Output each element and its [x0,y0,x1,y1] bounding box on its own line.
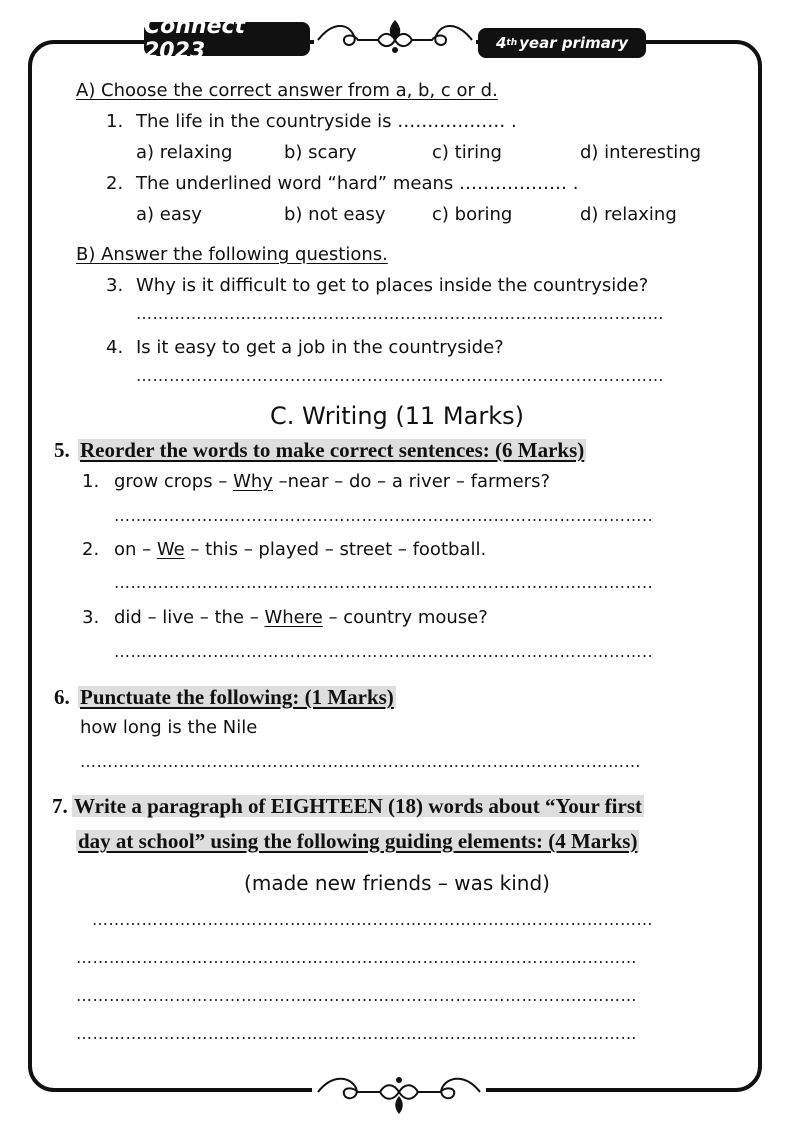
grade-badge [478,28,646,58]
q7-answer-line-4[interactable]: ………………………………………………………………………………………… [76,1024,637,1043]
header-title: Connect 2023 [144,14,246,64]
q3-text: Why is it difficult to get to places inside the countryside? [136,275,649,296]
q5-item3-text: did – live – the – Where – country mouse? [114,607,488,628]
q4-answer-line[interactable]: …………………………………………………………………………………… [136,366,664,385]
q6-number: 6. [54,685,70,709]
q5-item1-answer-line[interactable]: …………………………………………………………………………………….. [114,506,654,525]
q7-answer-line-2[interactable]: ………………………………………………………………………………………… [76,948,637,967]
q5-item1-underlined: Why [233,471,273,492]
q6-sentence: how long is the Nile [80,717,258,738]
q1-option-a[interactable]: a) relaxing [136,142,233,163]
q5-item2-answer-line[interactable]: …………………………………………………………………………………….. [114,573,654,592]
q1-option-b[interactable]: b) scary [284,142,357,163]
q2-text: The underlined word “hard” means ……………… . [136,173,579,194]
q2-option-b[interactable]: b) not easy [284,204,386,225]
section-c-title: C. Writing (11 Marks) [270,402,524,430]
q3-answer-line[interactable]: …………………………………………………………………………………… [136,304,664,323]
q1-option-d[interactable]: d) interesting [580,142,702,163]
q3-number: 3. [106,275,124,296]
q1-text: The life in the countryside is ……………… . [136,111,517,132]
q2-option-d[interactable]: d) relaxing [580,204,677,225]
q5-item2-text: on – We – this – played – street – football. [114,539,487,560]
q2-option-c[interactable]: c) boring [432,204,513,225]
q7-number: 7. [52,794,68,818]
q2-option-a[interactable]: a) easy [136,204,202,225]
q1-option-c[interactable]: c) tiring [432,142,502,163]
top-ornament-icon [314,14,476,58]
q2-number: 2. [106,173,124,194]
q7-answer-line-3[interactable]: ………………………………………………………………………………………… [76,986,637,1005]
grade-num: 4 [495,34,507,52]
grade-sup: th [506,38,518,48]
q5-item2-number: 2. [82,539,100,560]
q5-item3-number: 3. [82,607,100,628]
q5-number: 5. [54,438,70,462]
bottom-ornament-icon [312,1070,486,1118]
grade-text: year primary [519,34,629,52]
header-title-badge [144,14,310,64]
q5-item2-underlined: We [156,539,185,560]
q5-item3-answer-line[interactable]: …………………………………………………………………………………….. [114,642,654,661]
section-b-title: B) Answer the following questions. [76,244,388,265]
q4-number: 4. [106,337,124,358]
q7-line2: day at school” using the following guiding elements: (4 Marks) [78,829,638,853]
q5-item3-underlined: Where [264,607,323,628]
q5-item1-text: grow crops – Why –near – do – a river – farmers? [114,471,550,492]
section-a-title: A) Choose the correct answer from a, b, c or d. [76,80,498,101]
page-frame [28,40,762,1092]
q7-answer-line-1[interactable]: ………………………………………………………………………………………… [92,910,653,929]
q6-title: Punctuate the following: (1 Marks) [80,685,394,709]
q1-number: 1. [106,111,124,132]
q5-title: Reorder the words to make correct sentences: (6 Marks) [80,438,585,462]
q4-text: Is it easy to get a job in the countryside? [136,337,504,358]
q5-item1-number: 1. [82,471,100,492]
q7-hint: (made new friends – was kind) [244,871,550,895]
q6-answer-line[interactable]: ………………………………………………………………………………………… [80,752,641,771]
q7-line1: Write a paragraph of EIGHTEEN (18) words about “Your first [74,794,642,818]
